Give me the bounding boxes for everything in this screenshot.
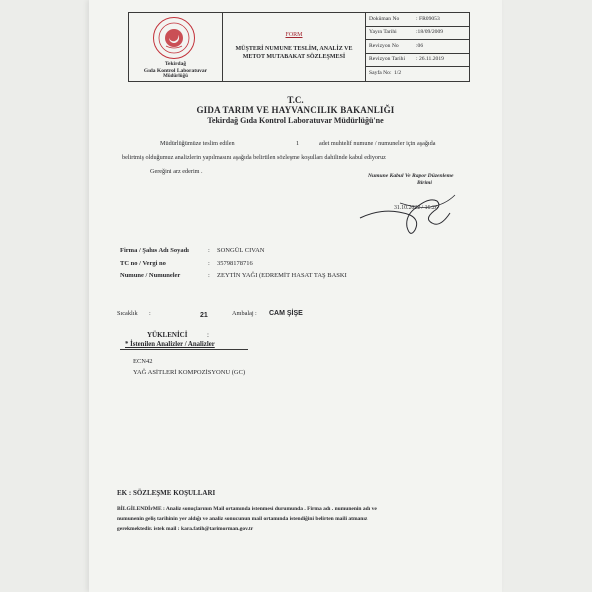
form-header-table bbox=[128, 12, 470, 82]
field-label-samples: Numune / Numuneler bbox=[120, 272, 181, 279]
org-line2: Gıda Kontrol Laboratuvar bbox=[143, 68, 208, 74]
body-line1-end: adet muhtelif numune / numuneler için aşağıda bbox=[319, 140, 436, 147]
field-colon: : bbox=[208, 260, 210, 267]
form-title-line2: METOT MUTABAKAT SÖZLEŞMESİ bbox=[242, 54, 346, 60]
terms-line3: gerekmektedir. istek mail : kara.fatih@tarimorman.gov.tr bbox=[117, 526, 254, 532]
body-line2: belirtmiş olduğumuz analizlerin yapılmasını aşağıda belirtilen sözleşme koşulları dahilinde kabul ediyoruz bbox=[122, 154, 386, 161]
field-label-tax-no: TC no / Vergi no bbox=[120, 260, 166, 267]
form-label: FORM bbox=[285, 32, 303, 38]
meta-row: Doküman No : FR09053 bbox=[366, 13, 469, 27]
form-title-cell bbox=[223, 13, 366, 81]
body-line3: Gereğini arz ederim . bbox=[150, 168, 203, 175]
field-label-company: Firma / Şahıs Adı Soyadı bbox=[120, 247, 189, 254]
org-line1: Tekirdağ bbox=[164, 61, 187, 67]
title-ministry: GIDA TARIM VE HAYVANCILIK BAKANLIĞI bbox=[196, 105, 395, 115]
form-title-line1: MÜŞTERİ NUMUNE TESLİM, ANALİZ VE bbox=[235, 46, 353, 52]
divider bbox=[120, 349, 248, 350]
loader-label: YÜKLENİCİ bbox=[147, 331, 188, 339]
loader-colon: : bbox=[207, 331, 209, 339]
org-cell bbox=[129, 13, 223, 81]
meta-row: Sayfa No: 1/2 bbox=[369, 70, 402, 76]
org-line3: Müdürlüğü bbox=[163, 74, 188, 79]
field-colon: : bbox=[208, 247, 210, 254]
terms-line2: numunenin geliş tarihinin yer aldığı ve analiz sonucunun mail ortamında istendiğini belirten maili atmanız bbox=[117, 516, 368, 522]
document-page bbox=[89, 0, 502, 592]
requested-analyses-label: * İstenilen Analizler / Analizler bbox=[125, 341, 215, 348]
analysis-item: YAĞ ASİTLERİ KOMPOZİSYONU (GC) bbox=[133, 369, 246, 376]
field-value-tax-no: 35798178716 bbox=[217, 260, 253, 267]
terms-heading: EK : SÖZLEŞME KOŞULLARI bbox=[117, 489, 216, 497]
title-addressee: Tekirdağ Gıda Kontrol Laboratuvar Müdürlüğü'ne bbox=[207, 116, 384, 125]
package-value: CAM ŞİŞE bbox=[269, 310, 303, 317]
meta-row: Revizyon Tarihi : 26.11.2019 bbox=[366, 53, 469, 67]
body-line1-start: Müdürlüğümüze teslim edilen bbox=[160, 140, 235, 147]
ministry-emblem-icon bbox=[154, 18, 194, 58]
stamp-datetime: 31.10.2022 / 16:26 bbox=[394, 205, 438, 211]
field-value-samples: ZEYTİN YAĞI (EDREMİT HASAT TAŞ BASKI bbox=[217, 272, 347, 279]
analysis-item: ECN42 bbox=[133, 358, 153, 365]
stamp-unit-line2: Birimi bbox=[417, 180, 432, 186]
meta-row: Revizyon No :06 bbox=[366, 40, 469, 54]
temp-label: Sıcaklık bbox=[117, 310, 138, 317]
temp-value: 21 bbox=[200, 312, 208, 319]
sample-count: 1 bbox=[296, 140, 300, 147]
field-colon: : bbox=[208, 272, 210, 279]
document-meta-cell bbox=[366, 13, 469, 81]
package-colon: : bbox=[255, 310, 257, 317]
temp-colon: : bbox=[149, 310, 151, 317]
terms-line1: BİLGİLENDİrME : Analiz sonuçlarının Mail ortamında istenmesi durumunda . Firma adı . numunenin adı ve bbox=[117, 506, 377, 512]
field-value-company: SONGÜL CIVAN bbox=[217, 247, 265, 254]
title-tc: T.C. bbox=[287, 95, 304, 105]
meta-row: Yayın Tarihi :18/09/2009 bbox=[366, 26, 469, 40]
stamp-unit-line1: Numune Kabul Ve Rapor Düzenleme bbox=[368, 173, 454, 179]
package-label: Ambalaj bbox=[232, 310, 254, 317]
ministry-logo bbox=[153, 17, 195, 59]
